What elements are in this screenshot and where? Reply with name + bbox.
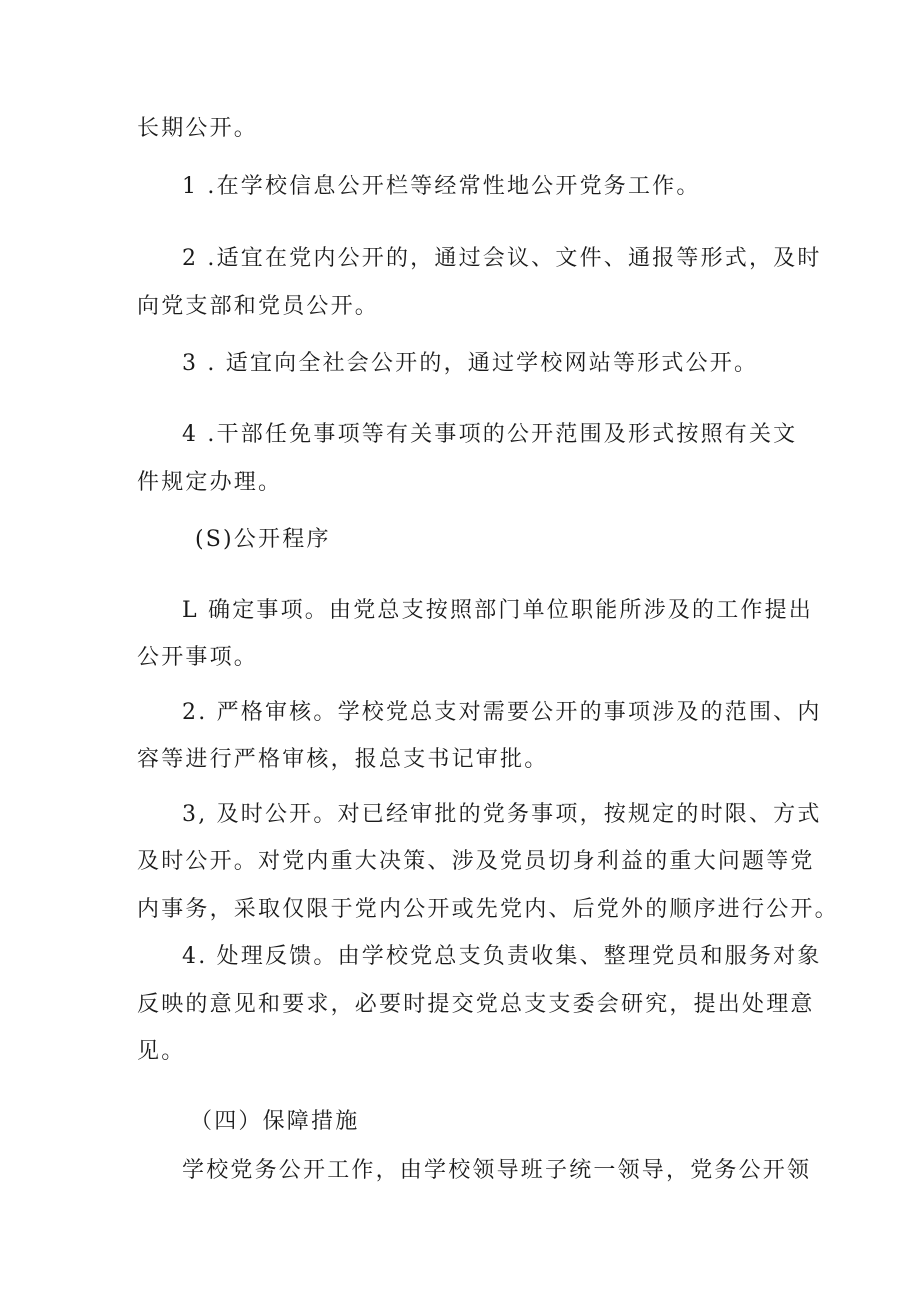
paragraph-start: 学校党务公开工作，由学校领导班子统一领导，党务公开领 <box>182 1158 812 1183</box>
text-line: 及时公开。对党内重大决策、涉及党员切身利益的重大问题等党 <box>137 849 815 874</box>
text-line: 反映的意见和要求，必要时提交党总支支委会研究，提出处理意 <box>137 992 815 1017</box>
text-line: 见。 <box>137 1039 186 1064</box>
list-item-4: 4. 处理反馈。由学校党总支负责收集、整理党员和服务对象 <box>182 944 822 969</box>
text-line: 件规定办理。 <box>137 470 283 495</box>
list-item-1: 1 .在学校信息公开栏等经常性地公开党务工作。 <box>182 174 701 199</box>
text-line: 内事务，采取仅限于党内公开或先党内、后党外的顺序进行公开。 <box>137 897 839 922</box>
list-item-1: L 确定事项。由党总支按照部门单位职能所涉及的工作提出 <box>182 598 814 623</box>
text-line: 向党支部和党员公开。 <box>137 294 380 319</box>
list-item-3: 3 . 适宜向全社会公开的，通过学校网站等形式公开。 <box>182 351 759 376</box>
list-item-3: 3, 及时公开。对已经审批的党务事项，按规定的时限、方式 <box>182 802 822 827</box>
section-heading: （四）保障措施 <box>190 1109 360 1134</box>
list-item-2: 2 .适宜在党内公开的，通过会议、文件、通报等形式，及时 <box>182 246 822 271</box>
list-item-4: 4 .干部任免事项等有关事项的公开范围及形式按照有关文 <box>182 422 798 447</box>
list-item-2: 2. 严格审核。学校党总支对需要公开的事项涉及的范围、内 <box>182 700 822 725</box>
text-line: 容等进行严格审核，报总支书记审批。 <box>137 747 549 772</box>
text-line: 长期公开。 <box>137 116 259 141</box>
text-line: 公开事项。 <box>137 645 259 670</box>
section-heading: (S)公开程序 <box>195 527 331 552</box>
